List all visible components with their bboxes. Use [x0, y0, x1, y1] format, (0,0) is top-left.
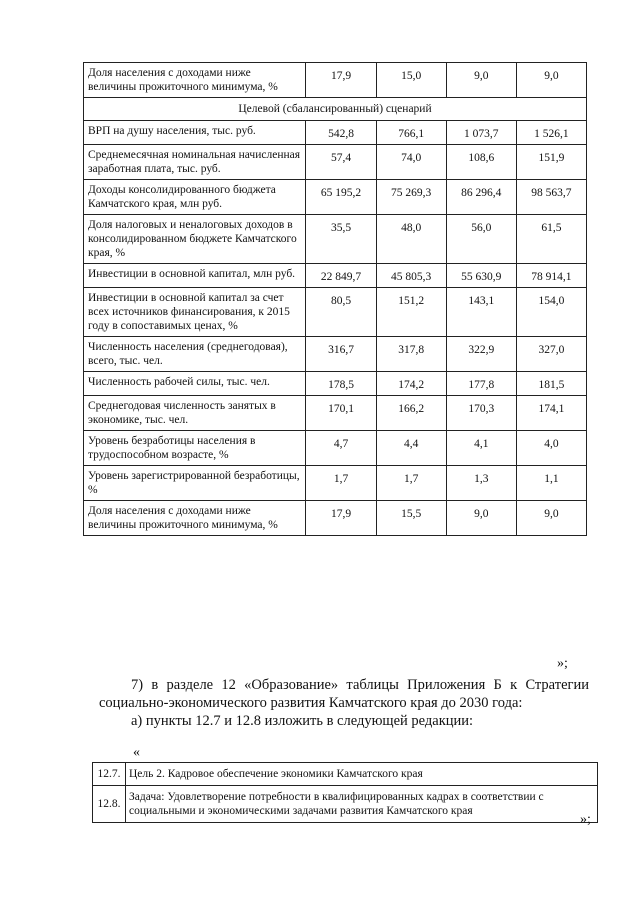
- table-row: [84, 63, 587, 98]
- row-value: 166,2: [376, 396, 446, 431]
- row-value: 75 269,3: [376, 180, 446, 215]
- row-label: Доля населения с доходами ниже величины прожиточного минимума, %: [84, 63, 306, 98]
- closing-quote-2: »;: [580, 812, 591, 827]
- goals-table: [92, 762, 598, 823]
- row-label: Доля населения с доходами ниже величины прожиточного минимума, %: [84, 501, 306, 536]
- table-row: [84, 501, 587, 536]
- row-value: 143,1: [446, 288, 516, 337]
- row-label: ВРП на душу населения, тыс. руб.: [84, 121, 306, 145]
- row-value: 4,7: [306, 431, 376, 466]
- row-value: 317,8: [376, 337, 446, 372]
- row-value: 9,0: [446, 63, 516, 98]
- row-value: 1,3: [446, 466, 516, 501]
- row-value: 86 296,4: [446, 180, 516, 215]
- row-value: 4,0: [516, 431, 586, 466]
- table-row: [84, 396, 587, 431]
- paragraph-7-text: 7) в разделе 12 «Образование» таблицы Приложения Б к Стратегии социально-экономического развития Камчатского края до 2030 года:: [99, 677, 589, 711]
- row-value: 4,1: [446, 431, 516, 466]
- row-value: 170,1: [306, 396, 376, 431]
- row-value: 108,6: [446, 145, 516, 180]
- row-value: 98 563,7: [516, 180, 586, 215]
- row-value: 177,8: [446, 372, 516, 396]
- row-value: 17,9: [306, 501, 376, 536]
- row-value: 1 073,7: [446, 121, 516, 145]
- row-value: 174,2: [376, 372, 446, 396]
- row-value: 48,0: [376, 215, 446, 264]
- table-row: [84, 264, 587, 288]
- row-value: 74,0: [376, 145, 446, 180]
- row-value: 61,5: [516, 215, 586, 264]
- row-value: 78 914,1: [516, 264, 586, 288]
- row-value: 766,1: [376, 121, 446, 145]
- row-value: 170,3: [446, 396, 516, 431]
- table-row: [84, 121, 587, 145]
- row-label: Доходы консолидированного бюджета Камчатского края, млн руб.: [84, 180, 306, 215]
- scenario-header: Целевой (сбалансированный) сценарий: [84, 98, 587, 121]
- row-value: 15,0: [376, 63, 446, 98]
- row-value: 56,0: [446, 215, 516, 264]
- table-row: [84, 431, 587, 466]
- row-value: 17,9: [306, 63, 376, 98]
- paragraph-a: [131, 712, 591, 730]
- row-value: 55 630,9: [446, 264, 516, 288]
- row-value: 327,0: [516, 337, 586, 372]
- row-label: Численность рабочей силы, тыс. чел.: [84, 372, 306, 396]
- table-row: [84, 145, 587, 180]
- table-row: [84, 215, 587, 264]
- paragraph-a-text: а) пункты 12.7 и 12.8 изложить в следующей редакции:: [131, 713, 474, 729]
- table-row: [84, 372, 587, 396]
- row-label: Численность населения (среднегодовая), всего, тыс. чел.: [84, 337, 306, 372]
- row-value: 57,4: [306, 145, 376, 180]
- row-value: 9,0: [516, 501, 586, 536]
- goal-number: 12.8.: [93, 786, 126, 823]
- goal-row: [93, 763, 598, 786]
- opening-quote: «: [133, 745, 140, 760]
- row-value: 1,7: [376, 466, 446, 501]
- row-value: 174,1: [516, 396, 586, 431]
- row-label: Среднемесячная номинальная начисленная заработная плата, тыс. руб.: [84, 145, 306, 180]
- row-value: 35,5: [306, 215, 376, 264]
- row-value: 154,0: [516, 288, 586, 337]
- row-label: Инвестиции в основной капитал за счет всех источников финансирования, к 2015 году в сопоставимых ценах, %: [84, 288, 306, 337]
- row-label: Среднегодовая численность занятых в экономике, тыс. чел.: [84, 396, 306, 431]
- row-label: Уровень зарегистрированной безработицы, %: [84, 466, 306, 501]
- row-value: 22 849,7: [306, 264, 376, 288]
- row-value: 1 526,1: [516, 121, 586, 145]
- row-value: 15,5: [376, 501, 446, 536]
- closing-quote: »;: [557, 656, 568, 671]
- row-value: 322,9: [446, 337, 516, 372]
- row-value: 80,5: [306, 288, 376, 337]
- row-label: Инвестиции в основной капитал, млн руб.: [84, 264, 306, 288]
- goal-text: Задача: Удовлетворение потребности в квалифицированных кадрах в соответствии с социальными и экономическими задачами развития Камчатского края: [126, 786, 598, 823]
- table-row: [84, 466, 587, 501]
- row-value: 178,5: [306, 372, 376, 396]
- row-value: 181,5: [516, 372, 586, 396]
- table-row: [84, 180, 587, 215]
- row-value: 4,4: [376, 431, 446, 466]
- row-value: 151,9: [516, 145, 586, 180]
- goal-number: 12.7.: [93, 763, 126, 786]
- row-value: 65 195,2: [306, 180, 376, 215]
- paragraph-7: [99, 676, 589, 712]
- goal-row: [93, 786, 598, 823]
- row-label: Доля налоговых и неналоговых доходов в консолидированном бюджете Камчатского края, %: [84, 215, 306, 264]
- row-value: 45 805,3: [376, 264, 446, 288]
- scenario-header-row: [84, 98, 587, 121]
- row-value: 316,7: [306, 337, 376, 372]
- goal-text: Цель 2. Кадровое обеспечение экономики Камчатского края: [126, 763, 598, 786]
- row-label: Уровень безработицы населения в трудоспособном возрасте, %: [84, 431, 306, 466]
- row-value: 9,0: [446, 501, 516, 536]
- table-row: [84, 288, 587, 337]
- row-value: 1,7: [306, 466, 376, 501]
- row-value: 9,0: [516, 63, 586, 98]
- row-value: 151,2: [376, 288, 446, 337]
- row-value: 1,1: [516, 466, 586, 501]
- row-value: 542,8: [306, 121, 376, 145]
- indicators-table: [83, 62, 587, 536]
- table-row: [84, 337, 587, 372]
